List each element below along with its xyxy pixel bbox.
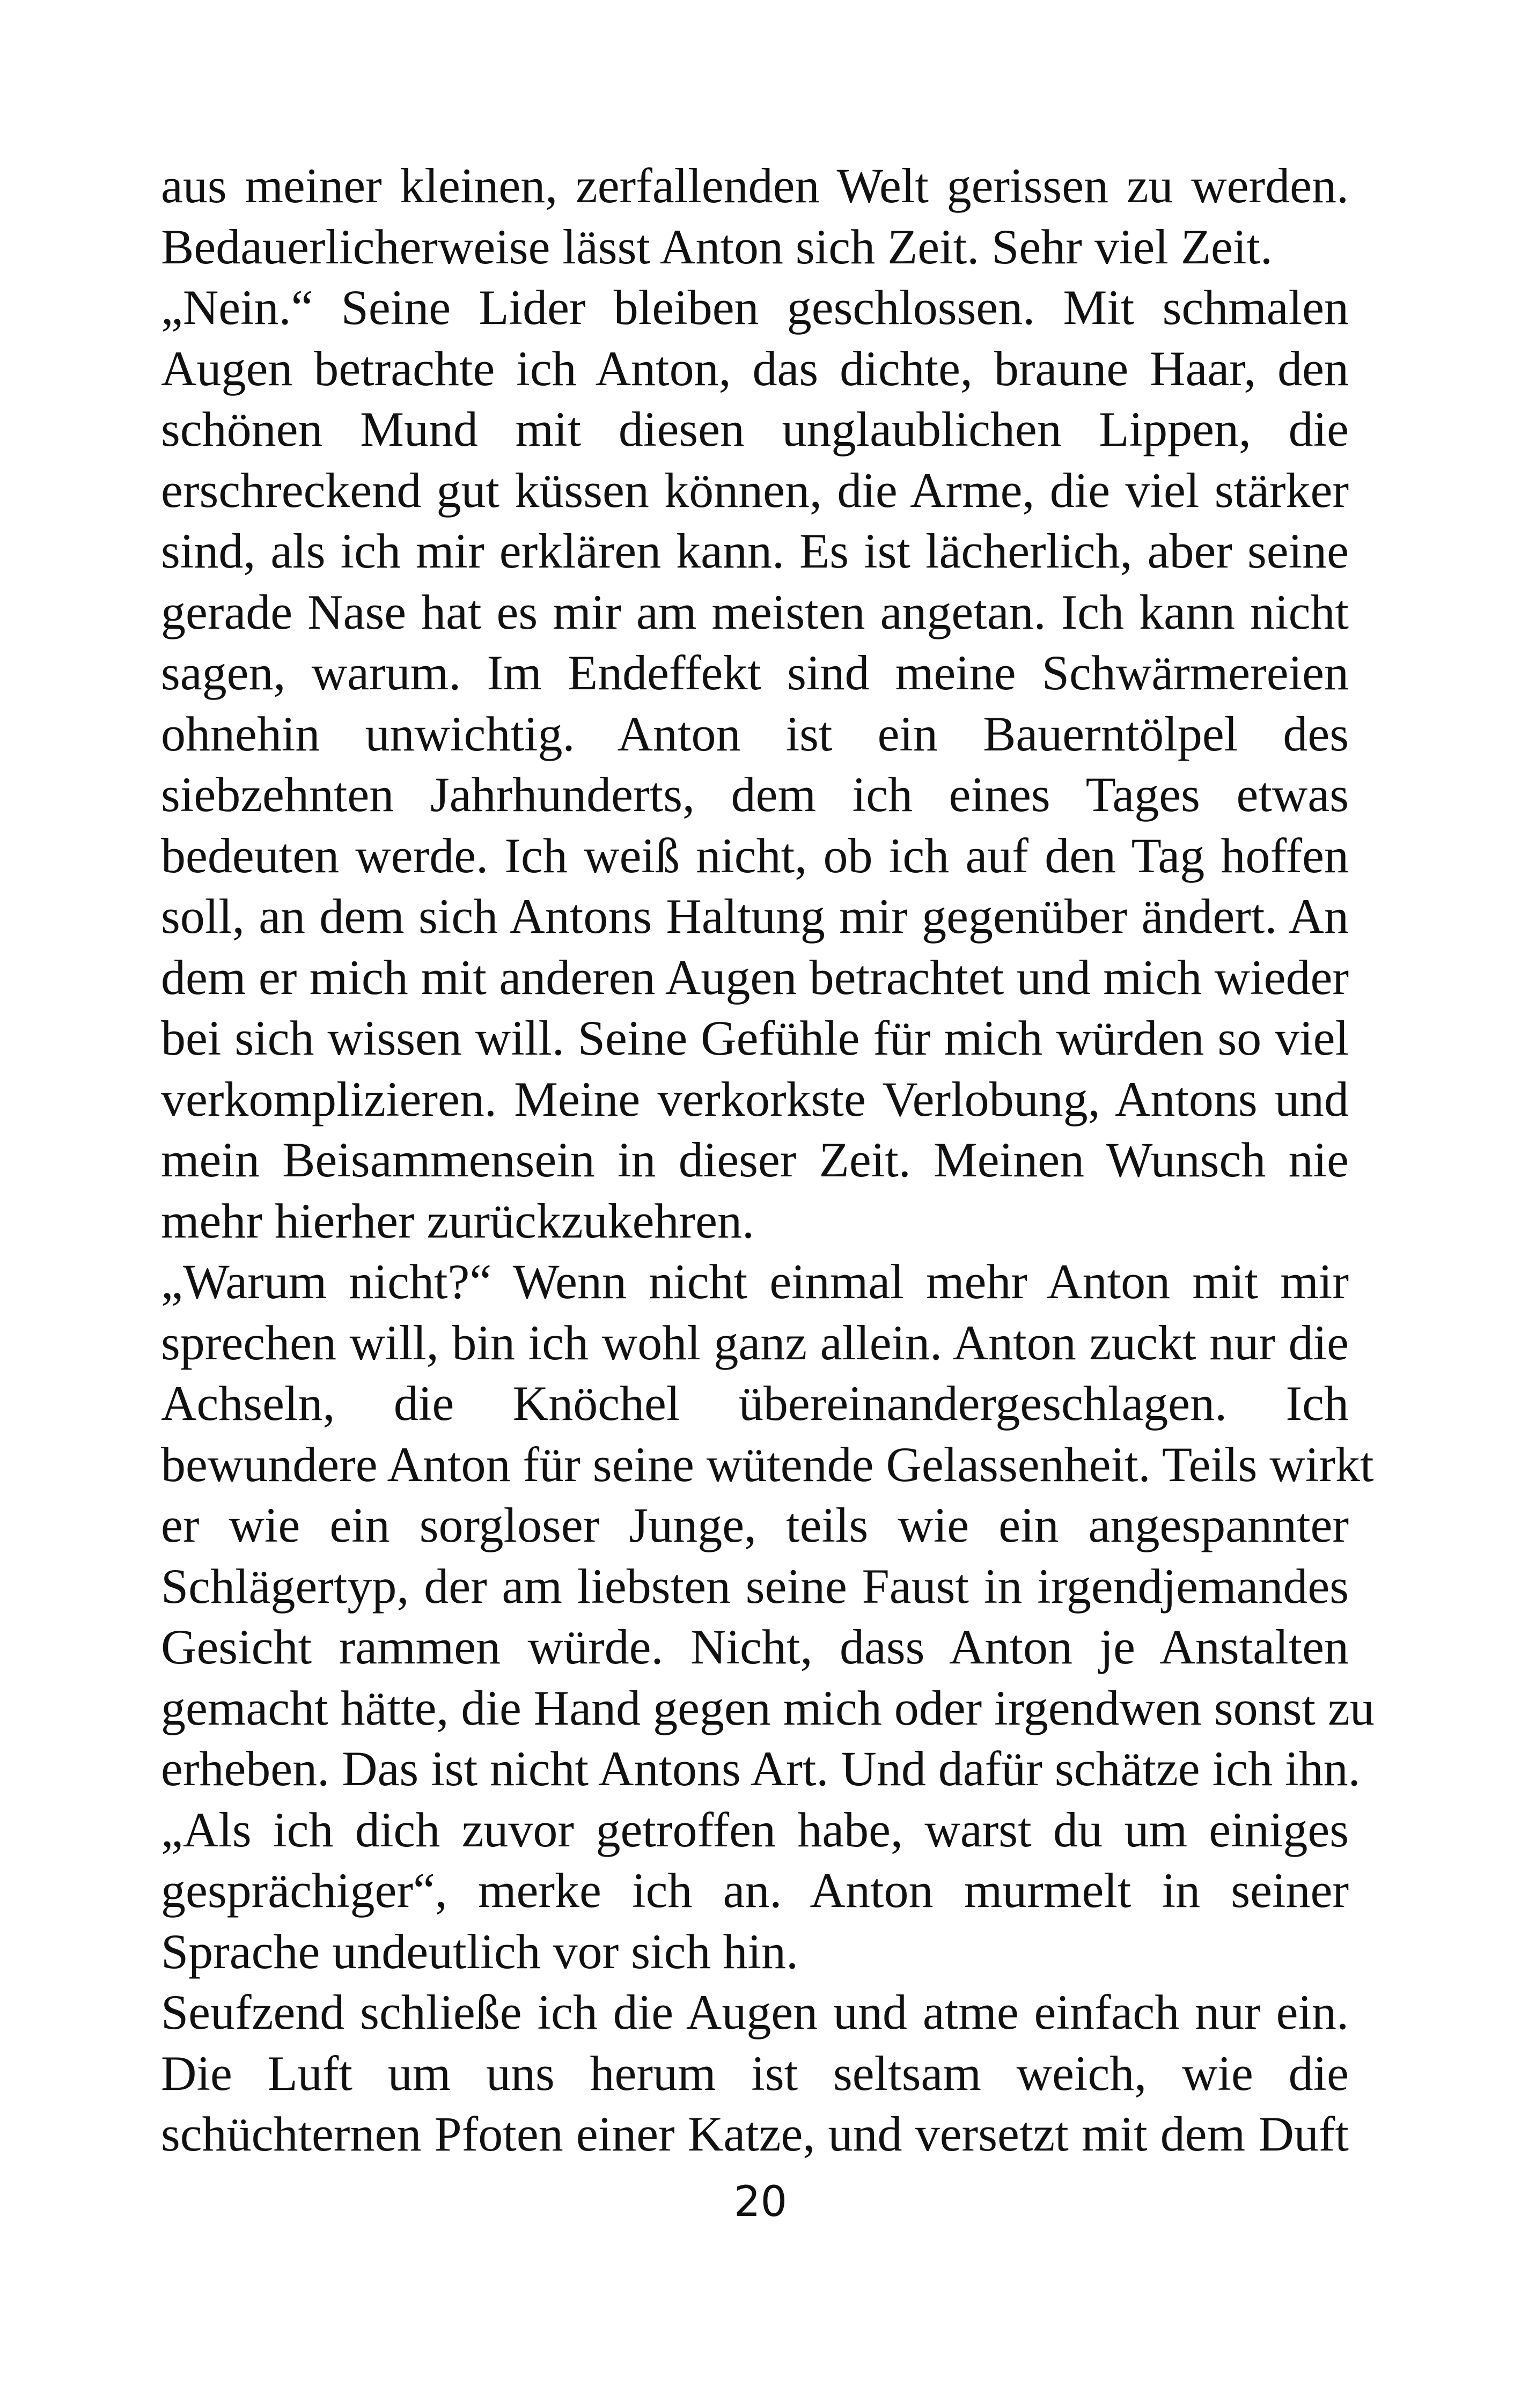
text-line: Seufzend schließe ich die Augen und atme einfach nur ein.	[161, 1985, 1349, 2039]
text-line: bewundere Anton für seine wütende Gelassenheit. Teils wirkt	[161, 1437, 1374, 1492]
text-line: verkomplizieren. Meine verkorkste Verlobung, Antons und	[161, 1071, 1349, 1126]
text-line: Sprache undeutlich vor sich hin.	[161, 1924, 799, 1979]
text-line: Augen betrachte ich Anton, das dichte, braune Haar, den	[161, 341, 1349, 396]
text-line: schönen Mund mit diesen unglaublichen Lippen, die	[161, 402, 1349, 456]
text-line: mehr hierher zurückzukehren.	[161, 1193, 754, 1248]
text-line: soll, an dem sich Antons Haltung mir gegenüber ändert. An	[161, 889, 1349, 944]
text-line: Gesicht rammen würde. Nicht, dass Anton je Anstalten	[161, 1619, 1349, 1674]
text-line: sind, als ich mir erklären kann. Es ist lächerlich, aber seine	[161, 524, 1349, 578]
text-line: gerade Nase hat es mir am meisten angetan. Ich kann nicht	[161, 584, 1349, 639]
text-line: „Als ich dich zuvor getroffen habe, warst du um einiges	[161, 1802, 1349, 1857]
text-line: aus meiner kleinen, zerfallenden Welt gerissen zu werden.	[161, 158, 1349, 213]
text-line: mein Beisammensein in dieser Zeit. Meinen Wunsch nie	[161, 1132, 1349, 1187]
text-line: gemacht hätte, die Hand gegen mich oder irgendwen sonst zu	[161, 1680, 1375, 1735]
text-line: Die Luft um uns herum ist seltsam weich, wie die	[161, 2045, 1349, 2101]
text-line: erschreckend gut küssen können, die Arme, die viel stärker	[161, 462, 1349, 518]
body-text	[161, 156, 1375, 2165]
text-line: „Warum nicht?“ Wenn nicht einmal mehr Anton mit mir	[161, 1254, 1349, 1309]
text-line: siebzehnten Jahrhunderts, dem ich eines Tages etwas	[161, 767, 1349, 822]
text-line: dem er mich mit anderen Augen betrachtet und mich wieder	[161, 949, 1349, 1005]
text-line: Bedauerlicherweise lässt Anton sich Zeit. Sehr viel Zeit.	[161, 219, 1273, 274]
text-line: Schlägertyp, der am liebsten seine Faust in irgendjemandes	[161, 1558, 1349, 1614]
text-line: schüchternen Pfoten einer Katze, und versetzt mit dem Duft	[161, 2107, 1349, 2161]
text-line: sagen, warum. Im Endeffekt sind meine Schwärmereien	[161, 645, 1349, 700]
text-line: erheben. Das ist nicht Antons Art. Und dafür schätze ich ihn.	[161, 1741, 1361, 1796]
text-line: bedeuten werde. Ich weiß nicht, ob ich auf den Tag hoffen	[161, 828, 1349, 883]
text-line: sprechen will, bin ich wohl ganz allein. Anton zuckt nur die	[161, 1315, 1349, 1370]
text-line: „Nein.“ Seine Lider bleiben geschlossen. Mit schmalen	[161, 280, 1349, 335]
text-line: bei sich wissen will. Seine Gefühle für mich würden so viel	[161, 1011, 1349, 1065]
text-line: Achseln, die Knöchel übereinandergeschlagen. Ich	[161, 1376, 1349, 1431]
text-line: gesprächiger“, merke ich an. Anton murmelt in seiner	[161, 1863, 1349, 1918]
text-line: ohnehin unwichtig. Anton ist ein Bauerntölpel des	[161, 706, 1349, 761]
page-number: 20	[733, 2178, 788, 2226]
text-line: er wie ein sorgloser Junge, teils wie ein angespannter	[161, 1498, 1349, 1552]
